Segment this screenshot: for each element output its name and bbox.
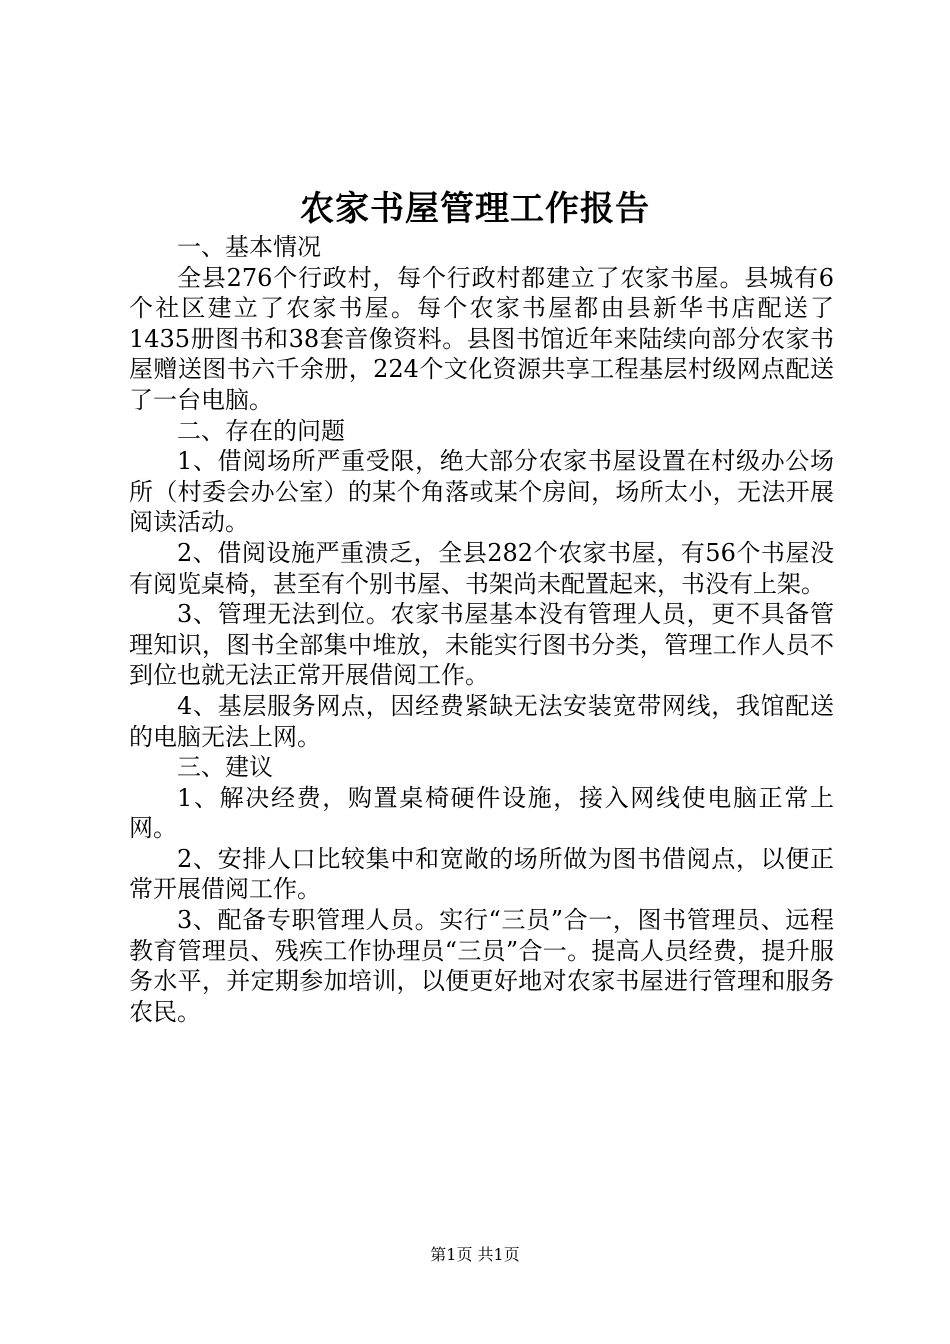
document-body: [129, 232, 834, 1027]
paragraph-suggestion-3: 3、配备专职管理人员。实行“三员”合一，图书管理员、远程教育管理员、残疾工作协理员“三员”合一。提高人员经费，提升服务水平，并定期参加培训，以便更好地对农家书屋进行管理和服务农民。: [129, 906, 834, 1026]
paragraph-problem-2: 2、借阅设施严重溃乏，全县282个农家书屋，有56个书屋没有阅览桌椅，甚至有个别书屋、书架尚未配置起来，书没有上架。: [129, 538, 834, 598]
page-footer: 第1页 共1页: [430, 1245, 520, 1264]
paragraph-suggestion-2: 2、安排人口比较集中和宽敞的场所做为图书借阅点，以便正常开展借阅工作。: [129, 844, 834, 904]
paragraph-problem-3: 3、管理无法到位。农家书屋基本没有管理人员，更不具备管理知识，图书全部集中堆放，未能实行图书分类，管理工作人员不到位也就无法正常开展借阅工作。: [129, 600, 834, 690]
paragraph-problem-1: 1、借阅场所严重受限，绝大部分农家书屋设置在村级办公场所（村委会办公室）的某个角落或某个房间，场所太小，无法开展阅读活动。: [129, 447, 834, 537]
section-heading-problems: 二、存在的问题: [177, 416, 345, 445]
section-heading-basic-situation: 一、基本情况: [177, 233, 321, 261]
document-title: 农家书屋管理工作报告: [300, 189, 650, 229]
paragraph-suggestion-1: 1、解决经费，购置桌椅硬件设施，接入网线使电脑正常上网。: [129, 783, 834, 843]
section-heading-suggestions: 三、建议: [177, 753, 273, 782]
paragraph-basic-situation: 全县276个行政村，每个行政村都建立了农家书屋。县城有6个社区建立了农家书屋。每个农家书屋都由县新华书店配送了1435册图书和38套音像资料。县图书馆近年来陆续向部分农家书屋赠送图书六千余册，224个文化资源共享工程基层村级网点配送了一台电脑。: [129, 263, 834, 414]
paragraph-problem-4: 4、基层服务网点，因经费紧缺无法安装宽带网线，我馆配送的电脑无法上网。: [129, 691, 834, 751]
